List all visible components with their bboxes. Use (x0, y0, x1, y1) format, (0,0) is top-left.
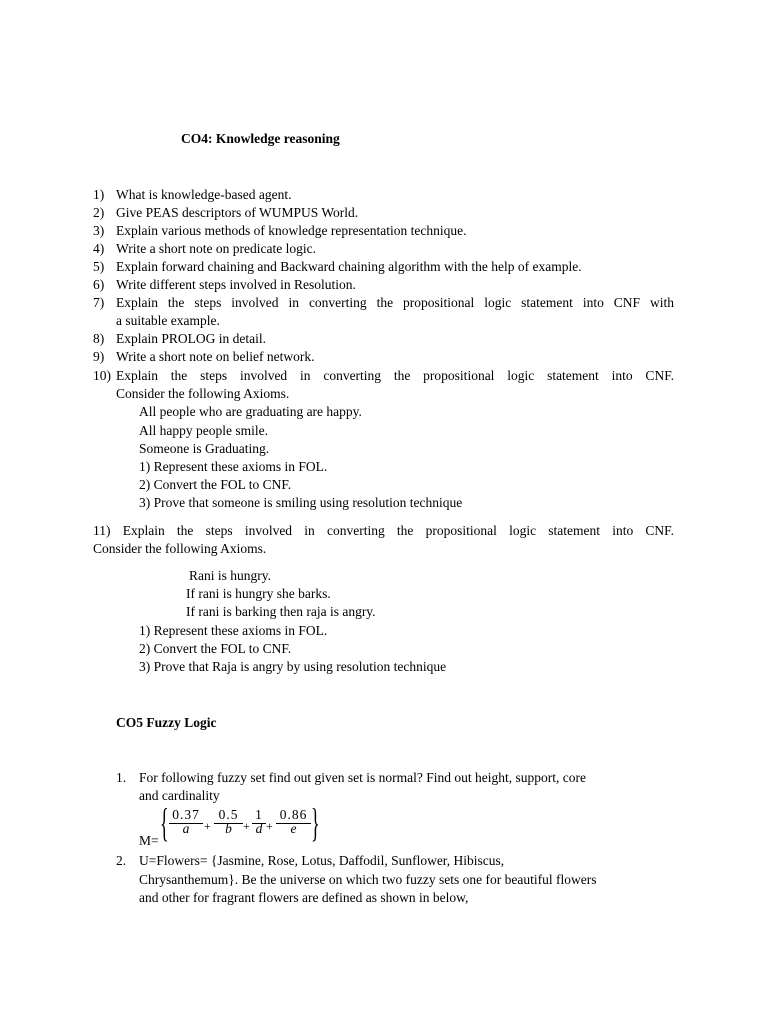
task-line: 1) Represent these axioms in FOL. (139, 623, 328, 638)
question-number: 9) (93, 349, 105, 364)
fraction-term (214, 808, 243, 836)
question-number: 2) (93, 205, 105, 220)
right-brace: } (311, 800, 320, 845)
fraction-bar (252, 823, 266, 824)
axiom-line: All people who are graduating are happy. (139, 404, 362, 419)
fraction-numerator: 0.37 (172, 807, 200, 822)
fraction-term (169, 808, 203, 836)
fraction-numerator: 0.5 (218, 807, 239, 822)
question-number: 1. (116, 770, 127, 785)
question-text: Write different steps involved in Resolution. (116, 277, 356, 292)
question-text-line: 11) Explain the steps involved in converting the propositional logic statement into CNF. (93, 523, 674, 538)
axiom-line: All happy people smile. (139, 423, 268, 438)
task-line: 3) Prove that someone is smiling using resolution technique (139, 495, 463, 510)
left-brace: { (160, 800, 169, 845)
question-number: 7) (93, 295, 105, 310)
question-text-line: U=Flowers= {Jasmine, Rose, Lotus, Daffodil, Sunflower, Hibiscus, (139, 853, 505, 868)
question-number: 3) (93, 223, 105, 238)
axiom-line: If rani is hungry she barks. (186, 586, 331, 601)
question-text-line: Consider the following Axioms. (93, 541, 267, 556)
question-text-line: and other for fragrant flowers are defined as shown in below, (139, 890, 469, 905)
plus-sign: + (266, 819, 273, 833)
set-label: M= (139, 833, 159, 848)
question-text: What is knowledge-based agent. (116, 187, 292, 202)
question-number: 8) (93, 331, 105, 346)
question-text: Give PEAS descriptors of WUMPUS World. (116, 205, 359, 220)
co4-heading: CO4: Knowledge reasoning (181, 131, 340, 146)
plus-sign: + (243, 819, 250, 833)
fraction-denominator: b (225, 821, 232, 836)
question-text: Explain forward chaining and Backward chaining algorithm with the help of example. (116, 259, 582, 274)
question-text: Explain various methods of knowledge representation technique. (116, 223, 467, 238)
question-text-line: Consider the following Axioms. (116, 386, 290, 401)
question-text-line: and cardinality (139, 788, 220, 803)
co5-heading: CO5 Fuzzy Logic (116, 715, 217, 730)
fraction-denominator: d (255, 821, 263, 836)
question-number: 4) (93, 241, 105, 256)
fraction-numerator: 0.86 (279, 807, 308, 822)
question-text: Write a short note on predicate logic. (116, 241, 317, 256)
question-text: Explain PROLOG in detail. (116, 331, 266, 346)
fraction-numerator: 1 (255, 807, 263, 822)
plus-sign: + (204, 819, 211, 833)
task-line: 2) Convert the FOL to CNF. (139, 477, 292, 492)
question-text-line: Chrysanthemum}. Be the universe on which two fuzzy sets one for beautiful flowers (139, 872, 597, 887)
question-text: Write a short note on belief network. (116, 349, 315, 364)
fraction-term (276, 808, 311, 836)
fraction-bar (169, 823, 203, 824)
question-text-line: a suitable example. (116, 313, 220, 328)
fraction-term (252, 808, 266, 836)
task-line: 3) Prove that Raja is angry by using resolution technique (139, 659, 447, 674)
fraction-bar (214, 823, 243, 824)
axiom-line: If rani is barking then raja is angry. (186, 604, 376, 619)
task-line: 1) Represent these axioms in FOL. (139, 459, 328, 474)
axiom-line: Rani is hungry. (189, 568, 271, 583)
axiom-line: Someone is Graduating. (139, 441, 270, 456)
question-number: 10) (93, 368, 111, 383)
question-number: 1) (93, 187, 105, 202)
fraction-denominator: e (290, 821, 297, 836)
question-text-line: For following fuzzy set find out given set is normal? Find out height, support, core (139, 770, 586, 785)
question-text-line: Explain the steps involved in converting the propositional logic statement into CNF. (116, 368, 674, 383)
fraction-denominator: a (182, 821, 190, 836)
question-number: 2. (116, 853, 127, 868)
question-number: 5) (93, 259, 105, 274)
question-text-line: Explain the steps involved in converting the propositional logic statement into CNF with (116, 295, 674, 310)
fraction-bar (276, 823, 311, 824)
task-line: 2) Convert the FOL to CNF. (139, 641, 292, 656)
question-number: 6) (93, 277, 105, 292)
